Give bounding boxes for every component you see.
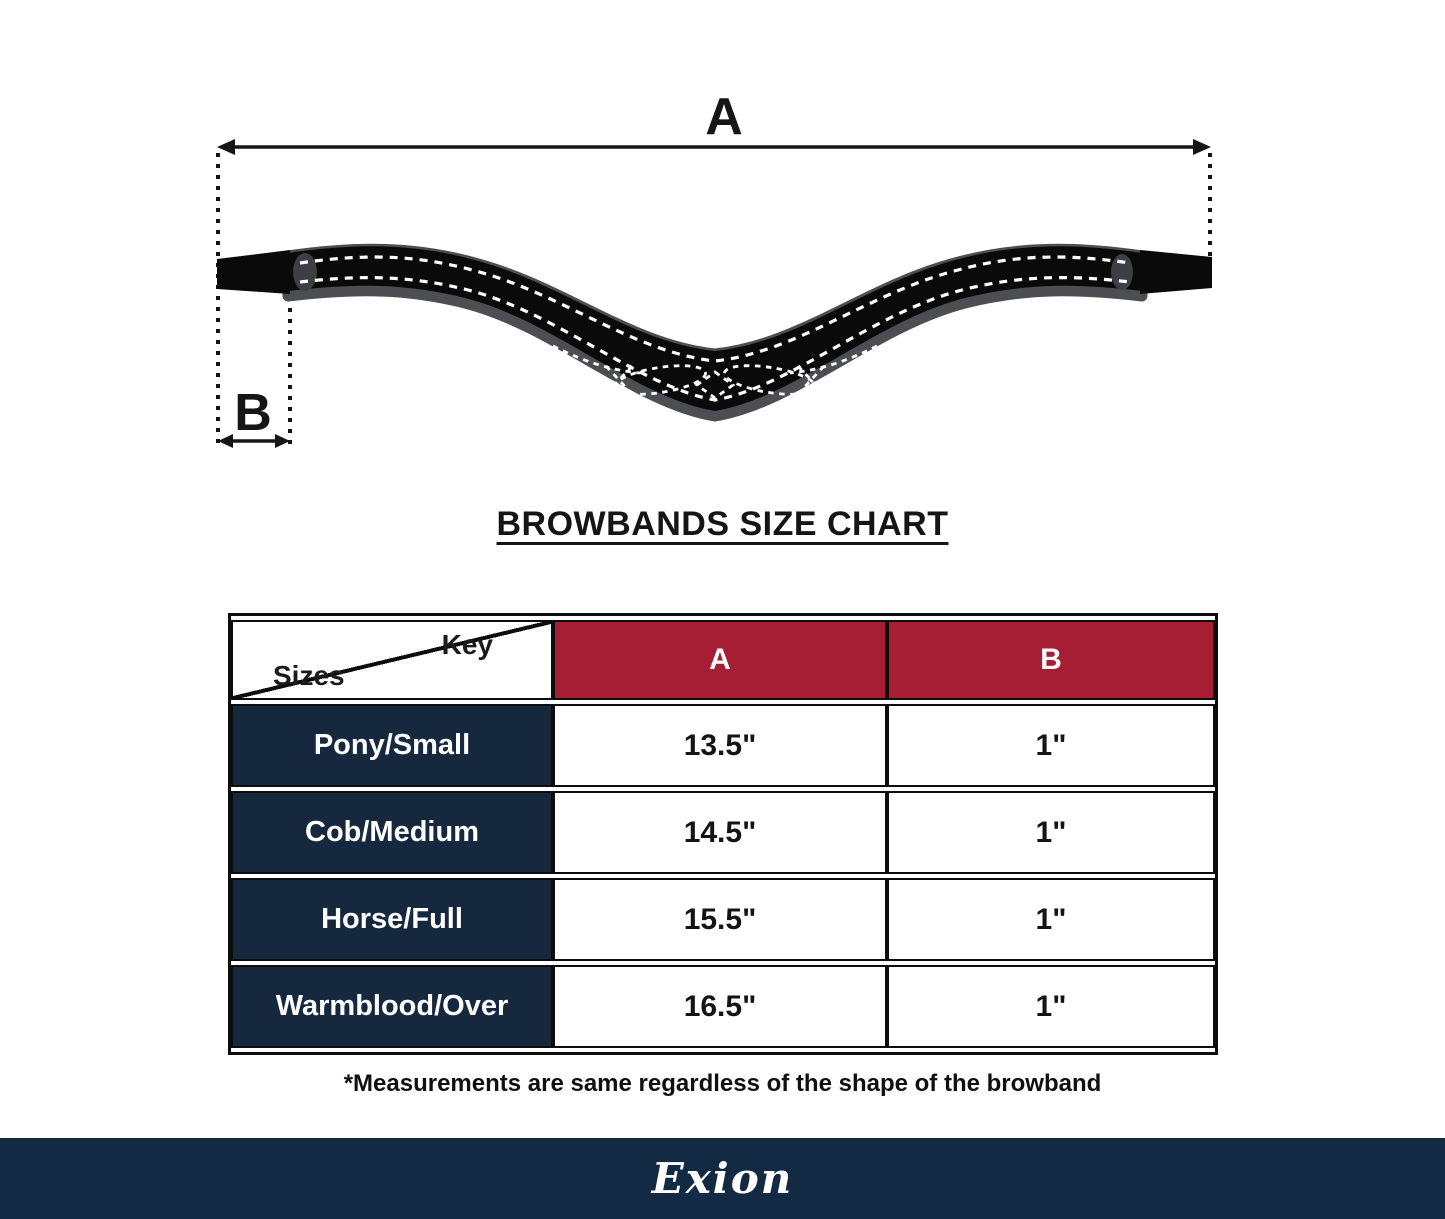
size-table (228, 613, 1218, 1055)
measurement-footnote: *Measurements are same regardless of the shape of the browband (343, 1070, 1102, 1097)
table-row (231, 878, 1215, 961)
measurement-a-label: A (705, 88, 743, 146)
value-b: 1" (887, 704, 1215, 787)
value-a: 13.5" (553, 704, 887, 787)
column-header-a: A (553, 620, 887, 700)
measurement-b-label: B (234, 384, 272, 442)
column-header-b: B (887, 620, 1215, 700)
corner-sizes-label: Sizes (273, 660, 345, 691)
size-label: Pony/Small (231, 704, 553, 787)
left-keeper-highlight (293, 253, 317, 291)
corner-key-label: Key (441, 629, 493, 660)
size-label: Warmblood/Over (231, 965, 553, 1048)
value-b: 1" (887, 878, 1215, 961)
value-a: 16.5" (553, 965, 887, 1048)
size-label: Cob/Medium (231, 791, 553, 874)
size-label: Horse/Full (231, 878, 553, 961)
browband-left-tab (217, 250, 290, 294)
value-b: 1" (887, 965, 1215, 1048)
value-a: 15.5" (553, 878, 887, 961)
page-title-text: BROWBANDS SIZE CHART (496, 505, 949, 543)
value-b: 1" (887, 791, 1215, 874)
table-header-row (231, 620, 1215, 700)
table-row (231, 965, 1215, 1048)
browband-shape (217, 245, 1212, 416)
table-row (231, 704, 1215, 787)
browband-diagram-svg (0, 0, 1445, 500)
brand-logo: Exion (651, 1154, 794, 1203)
footer-bar (0, 1138, 1445, 1219)
right-keeper-highlight (1111, 254, 1133, 290)
value-a: 14.5" (553, 791, 887, 874)
table-row (231, 791, 1215, 874)
browband-diagram (0, 0, 1445, 500)
table-corner-cell (231, 620, 553, 700)
browband-right-tab (1140, 250, 1212, 294)
page-title (0, 505, 1445, 544)
